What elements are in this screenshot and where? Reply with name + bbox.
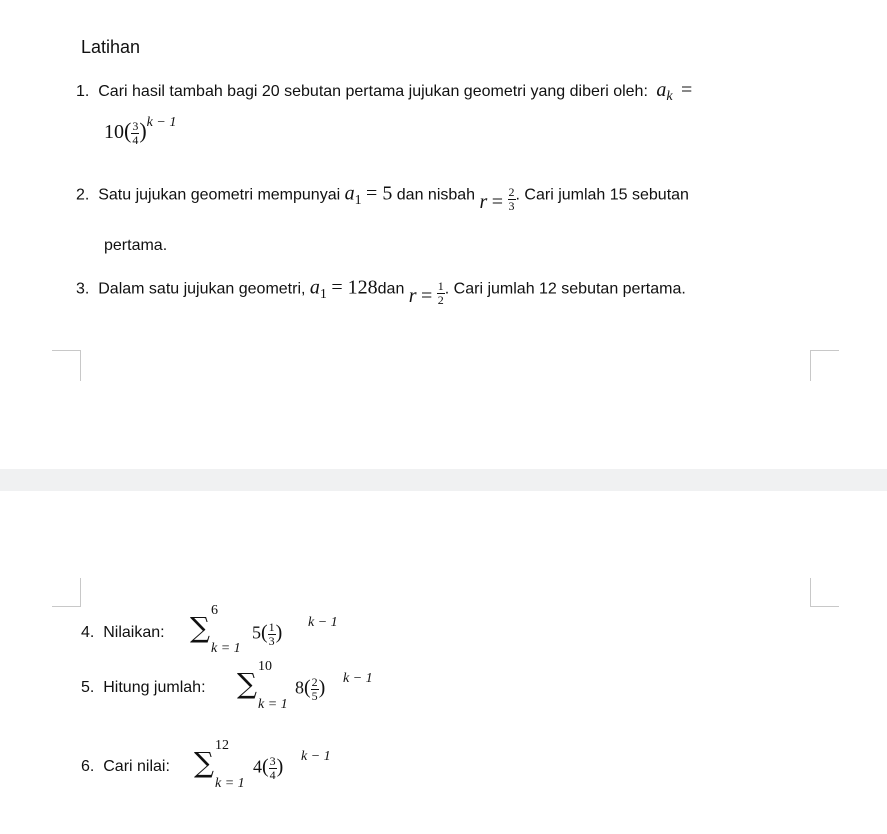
question-label: Cari nilai: [103,758,170,775]
page-corner-mark [810,578,839,607]
math-paren-open: ( [304,676,311,699]
math-fraction [268,621,276,648]
math-var: r [479,190,488,213]
question-1-formula [104,114,177,148]
fraction-numerator: 1 [268,620,275,634]
math-equals: = [681,79,693,101]
page-corner-mark [810,350,839,381]
sigma-lower-limit: k = 1 [215,776,245,791]
math-exponent: k − 1 [301,749,331,764]
math-var: a [309,276,320,299]
fraction-denominator: 4 [269,768,276,782]
math-fraction [508,186,516,213]
question-4 [81,624,165,642]
question-6-formula [194,738,354,798]
math-paren-close: ) [276,755,284,778]
question-1 [76,79,692,105]
fraction-denominator: 4 [132,133,139,148]
math-equals-value: = 128 [331,276,378,299]
fraction-numerator: 3 [132,119,139,134]
sigma-upper-limit: 6 [211,603,218,618]
question-text: dan nisbah [396,186,476,204]
question-number: 1. [76,83,90,100]
math-var: a [344,182,355,205]
sigma-lower-limit: k = 1 [211,641,241,656]
question-text: Cari hasil tambah bagi 20 sebutan pertama jujukan geometri yang diberi oleh: [98,83,648,100]
fraction-numerator: 3 [269,754,276,768]
question-label: Nilaikan: [103,624,165,641]
math-paren-open: ( [124,118,132,143]
fraction-numerator: 1 [437,279,444,293]
question-text: Dalam satu jujukan geometri, [98,280,306,298]
math-var: r [408,284,417,307]
question-3 [76,276,686,307]
math-paren-close: ) [139,118,147,143]
fraction-denominator: 3 [268,634,275,648]
fraction-denominator: 3 [508,199,515,213]
math-paren-close: ) [318,676,326,699]
question-text: dan [377,280,405,298]
math-coefficient: 8 [295,677,304,698]
question-5-formula [237,659,397,719]
question-text: . Cari jumlah 12 sebutan pertama. [444,280,686,298]
sigma-symbol: ∑ [190,611,210,644]
sigma-upper-limit: 12 [215,738,229,753]
math-coefficient: 4 [253,756,262,777]
page-corner-mark [52,578,81,607]
question-label: Hitung jumlah: [103,679,206,696]
math-exponent: k − 1 [146,114,177,130]
math-paren-open: ( [262,755,269,778]
math-exponent: k − 1 [343,671,373,686]
question-5 [81,679,206,697]
math-fraction [437,280,445,307]
math-coefficient: 10 [104,121,124,143]
fraction-denominator: 5 [311,689,318,703]
math-subscript: 1 [319,286,327,302]
question-text: Satu jujukan geometri mempunyai [98,186,341,204]
sigma-lower-limit: k = 1 [258,697,288,712]
page-break [0,469,887,491]
math-fraction [269,755,277,782]
question-text: . Cari jumlah 15 sebutan [515,186,689,204]
question-number: 5. [81,679,95,696]
math-paren-open: ( [261,621,268,644]
page-heading: Latihan [81,37,141,57]
math-fraction [311,676,319,703]
question-number: 3. [76,280,90,298]
question-2-continued: pertama. [104,237,168,254]
question-4-formula [190,603,350,663]
fraction-numerator: 2 [311,675,318,689]
math-exponent: k − 1 [308,615,338,630]
question-number: 2. [76,186,90,204]
sigma-symbol: ∑ [194,746,214,779]
question-number: 6. [81,758,95,775]
question-2 [76,182,689,213]
math-equals: = [421,284,433,307]
question-number: 4. [81,624,95,641]
fraction-numerator: 2 [508,185,515,199]
fraction-denominator: 2 [437,293,444,307]
sigma-upper-limit: 10 [258,659,272,674]
math-var: a [656,79,667,101]
math-paren-close: ) [275,621,283,644]
math-equals-value: = 5 [366,182,393,205]
math-subscript: k [666,89,673,105]
question-6 [81,758,170,776]
page-corner-mark [52,350,81,381]
math-subscript: 1 [354,192,362,208]
math-equals: = [491,190,504,213]
sigma-symbol: ∑ [237,667,257,700]
math-coefficient: 5 [252,622,261,643]
